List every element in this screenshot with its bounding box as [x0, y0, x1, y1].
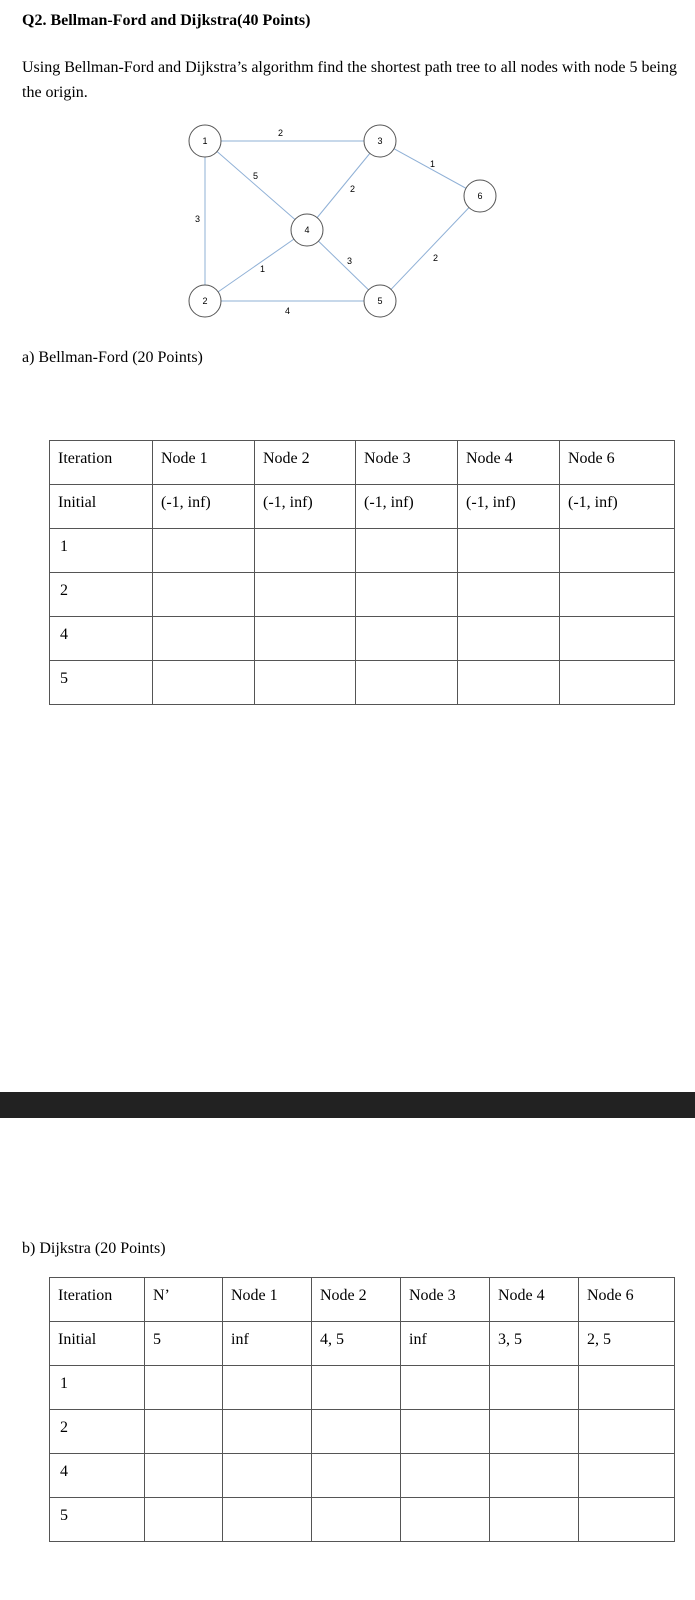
- dj-value-cell[interactable]: [223, 1410, 312, 1454]
- bf-value-cell[interactable]: [153, 661, 255, 705]
- dj-header-cell: Iteration: [50, 1278, 145, 1322]
- bf-value-cell[interactable]: [560, 529, 675, 573]
- question-text: Using Bellman-Ford and Dijkstra’s algorithm find the shortest path tree to all nodes with node 5 being the origin.: [22, 59, 677, 101]
- bf-value-cell[interactable]: [458, 661, 560, 705]
- edge-weight-4-5: 3: [347, 256, 353, 266]
- node-6-label: 6: [477, 191, 483, 201]
- edge-weight-1-4: 5: [253, 171, 259, 181]
- dj-value-cell[interactable]: [490, 1366, 579, 1410]
- dj-value-cell[interactable]: 2, 5: [579, 1322, 675, 1366]
- bf-value-cell[interactable]: (-1, inf): [458, 485, 560, 529]
- dj-value-cell[interactable]: [312, 1498, 401, 1542]
- dj-table-row: [50, 1410, 675, 1454]
- bf-value-cell[interactable]: [255, 661, 356, 705]
- bf-value-cell[interactable]: (-1, inf): [255, 485, 356, 529]
- bf-value-cell[interactable]: [356, 661, 458, 705]
- bf-iteration-cell: Initial: [50, 485, 153, 529]
- bf-value-cell[interactable]: [356, 573, 458, 617]
- bf-value-cell[interactable]: [458, 529, 560, 573]
- bf-table-row: [50, 529, 675, 573]
- bf-value-cell[interactable]: [255, 573, 356, 617]
- dj-value-cell[interactable]: [579, 1454, 675, 1498]
- dj-value-cell[interactable]: [490, 1410, 579, 1454]
- bf-header-row: [50, 441, 675, 485]
- dj-value-cell[interactable]: 4, 5: [312, 1322, 401, 1366]
- dj-value-cell[interactable]: [490, 1498, 579, 1542]
- edge-weight-5-6: 2: [433, 253, 439, 263]
- dj-table-row: [50, 1498, 675, 1542]
- edge-5-6: [380, 196, 480, 301]
- dj-value-cell[interactable]: [223, 1498, 312, 1542]
- dj-value-cell[interactable]: [145, 1454, 223, 1498]
- dj-value-cell[interactable]: [312, 1366, 401, 1410]
- dj-iteration-cell: 1: [50, 1366, 145, 1410]
- bf-value-cell[interactable]: [153, 573, 255, 617]
- dj-header-row: [50, 1278, 675, 1322]
- dijkstra-table: [49, 1277, 675, 1542]
- bf-header-cell: Node 3: [356, 441, 458, 485]
- edge-weight-3-6: 1: [430, 159, 436, 169]
- dj-value-cell[interactable]: [312, 1454, 401, 1498]
- edge-3-4: [307, 141, 380, 230]
- bf-table-row: [50, 573, 675, 617]
- edge-weight-3-4: 2: [350, 184, 356, 194]
- edge-weight-1-2: 3: [195, 214, 201, 224]
- node-5-label: 5: [377, 296, 383, 306]
- bf-value-cell[interactable]: [458, 573, 560, 617]
- node-1-label: 1: [202, 136, 208, 146]
- bellman-ford-table: [49, 440, 675, 705]
- dj-value-cell[interactable]: [490, 1454, 579, 1498]
- dj-iteration-cell: 2: [50, 1410, 145, 1454]
- dj-iteration-cell: 4: [50, 1454, 145, 1498]
- bf-header-cell: Node 4: [458, 441, 560, 485]
- bf-value-cell[interactable]: [356, 617, 458, 661]
- edge-2-4: [205, 230, 307, 301]
- dj-value-cell[interactable]: [145, 1410, 223, 1454]
- dj-value-cell[interactable]: [145, 1498, 223, 1542]
- bf-table-row: [50, 617, 675, 661]
- dj-value-cell[interactable]: inf: [401, 1322, 490, 1366]
- bf-iteration-cell: 4: [50, 617, 153, 661]
- dj-value-cell[interactable]: [401, 1366, 490, 1410]
- dj-iteration-cell: 5: [50, 1498, 145, 1542]
- dj-value-cell[interactable]: [579, 1366, 675, 1410]
- dj-value-cell[interactable]: [401, 1498, 490, 1542]
- bf-iteration-cell: 1: [50, 529, 153, 573]
- dj-value-cell[interactable]: 5: [145, 1322, 223, 1366]
- dj-header-cell: Node 2: [312, 1278, 401, 1322]
- bf-header-cell: Node 1: [153, 441, 255, 485]
- node-2-label: 2: [202, 296, 208, 306]
- bf-table-row: [50, 661, 675, 705]
- dj-value-cell[interactable]: [312, 1410, 401, 1454]
- dj-table-row: [50, 1322, 675, 1366]
- dj-value-cell[interactable]: [579, 1498, 675, 1542]
- bf-header-cell: Node 6: [560, 441, 675, 485]
- dj-header-cell: N’: [145, 1278, 223, 1322]
- dj-header-cell: Node 6: [579, 1278, 675, 1322]
- dj-value-cell[interactable]: inf: [223, 1322, 312, 1366]
- bf-table-row: [50, 485, 675, 529]
- node-4-label: 4: [304, 225, 310, 235]
- bf-iteration-cell: 2: [50, 573, 153, 617]
- dj-iteration-cell: Initial: [50, 1322, 145, 1366]
- edge-weight-2-5: 4: [285, 306, 291, 316]
- bf-value-cell[interactable]: [255, 617, 356, 661]
- dijkstra-heading: b) Dijkstra (20 Points): [22, 1240, 166, 1257]
- dj-value-cell[interactable]: [145, 1366, 223, 1410]
- dj-value-cell[interactable]: [223, 1366, 312, 1410]
- dj-header-cell: Node 3: [401, 1278, 490, 1322]
- bf-value-cell[interactable]: (-1, inf): [560, 485, 675, 529]
- bf-value-cell[interactable]: [560, 661, 675, 705]
- bf-value-cell[interactable]: [560, 617, 675, 661]
- bf-header-cell: Iteration: [50, 441, 153, 485]
- bf-value-cell[interactable]: (-1, inf): [153, 485, 255, 529]
- bf-value-cell[interactable]: [153, 529, 255, 573]
- edge-weight-1-3: 2: [278, 128, 284, 138]
- bf-value-cell[interactable]: [458, 617, 560, 661]
- dj-value-cell[interactable]: [401, 1454, 490, 1498]
- dj-header-cell: Node 4: [490, 1278, 579, 1322]
- dj-value-cell[interactable]: [401, 1410, 490, 1454]
- bf-value-cell[interactable]: [153, 617, 255, 661]
- dj-value-cell[interactable]: [223, 1454, 312, 1498]
- dj-value-cell[interactable]: [579, 1410, 675, 1454]
- bf-value-cell[interactable]: (-1, inf): [356, 485, 458, 529]
- edge-weight-2-4: 1: [260, 264, 266, 274]
- dj-table-row: [50, 1454, 675, 1498]
- dj-header-cell: Node 1: [223, 1278, 312, 1322]
- edge-1-4: [205, 141, 307, 230]
- node-3-label: 3: [377, 136, 383, 146]
- bf-iteration-cell: 5: [50, 661, 153, 705]
- network-graph: [180, 118, 510, 328]
- bf-value-cell[interactable]: [560, 573, 675, 617]
- dj-table-row: [50, 1366, 675, 1410]
- bf-value-cell[interactable]: [255, 529, 356, 573]
- question-title: Q2. Bellman-Ford and Dijkstra(40 Points): [22, 12, 311, 29]
- bf-value-cell[interactable]: [356, 529, 458, 573]
- bellman-ford-heading: a) Bellman-Ford (20 Points): [22, 349, 203, 366]
- bf-header-cell: Node 2: [255, 441, 356, 485]
- page-divider: [0, 1092, 695, 1118]
- dj-value-cell[interactable]: 3, 5: [490, 1322, 579, 1366]
